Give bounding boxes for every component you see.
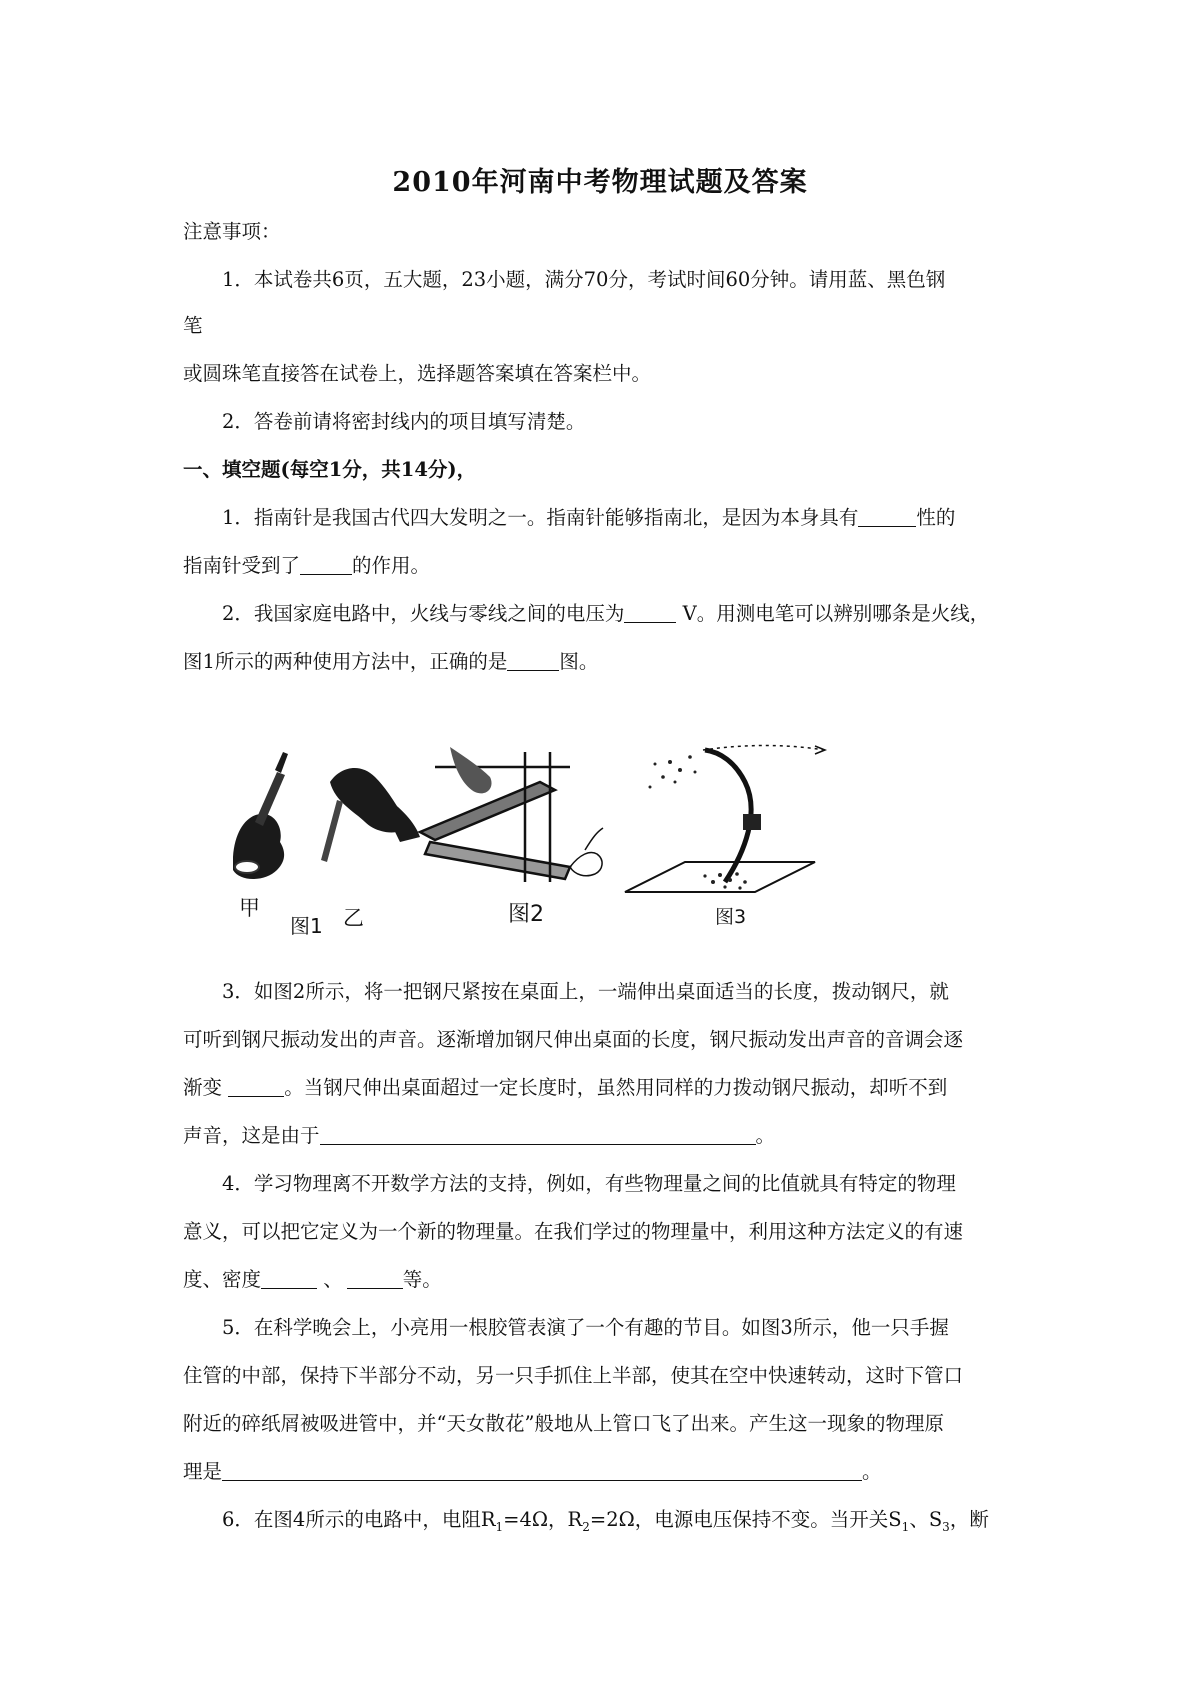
q2-text-c: 图1所示的两种使用方法中，正确的是: [183, 650, 508, 673]
q4-text-b: 、: [317, 1268, 343, 1291]
answer-blank: [261, 1271, 317, 1289]
q3-text-b: 。当钢尺伸出桌面超过一定长度时，虽然用同样的力拨动钢尺振动，却听不到: [284, 1076, 948, 1099]
q6-text-e: ，断: [949, 1508, 989, 1531]
answer-blank: [320, 1127, 756, 1145]
q6-sub-1: 1: [495, 1519, 504, 1534]
figures-illustration: [225, 742, 925, 932]
q3-text-c: 声音，这是由于: [183, 1124, 320, 1147]
question-3-line-3: [183, 1076, 1028, 1099]
q2-text-b: V。用测电笔可以辨别哪条是火线，: [676, 602, 990, 625]
page-title: 2010年河南中考物理试题及答案: [392, 167, 808, 198]
answer-blank: [222, 1463, 862, 1481]
question-5-line-4: [183, 1460, 1028, 1483]
figure-3-caption: 图3: [715, 906, 747, 928]
q2-text-d: 图。: [559, 650, 599, 673]
question-4-line-2: 意义，可以把它定义为一个新的物理量。在我们学过的物理量中，利用这种方法定义的有速: [183, 1220, 964, 1243]
notice-2: 2．答卷前请将密封线内的项目填写清楚。: [222, 410, 586, 433]
answer-blank: [858, 509, 916, 527]
q4-text-a: 度、密度: [183, 1268, 262, 1291]
q6-sub-2: 2: [582, 1519, 590, 1534]
figure-1-caption: 图1: [290, 914, 323, 938]
question-2-line-1: [222, 602, 1028, 625]
q2-text-a: 2．我国家庭电路中，火线与零线之间的电压为: [222, 602, 625, 625]
question-6-line-1: [222, 1508, 1028, 1534]
q6-text-d: 、S: [909, 1508, 943, 1531]
q6-text-a: 6．在图4所示的电路中，电阻R: [222, 1508, 496, 1531]
q4-text-c: 等。: [402, 1268, 442, 1291]
figure-1-label-yi: 乙: [343, 906, 364, 930]
notice-heading: 注意事项：: [183, 220, 281, 243]
question-3-line-1: 3．如图2所示，将一把钢尺紧按在桌面上，一端伸出桌面适当的长度，拨动钢尺，就: [222, 980, 949, 1003]
q1-text-d: 的作用。: [352, 554, 431, 577]
figure-3-tube-paper: [625, 746, 825, 893]
question-4-line-3: [183, 1268, 1028, 1291]
q1-text-a: 1．指南针是我国古代四大发明之一。指南针能够指南北，是因为本身具有: [222, 506, 859, 529]
q3-text-a: 渐变: [183, 1076, 229, 1099]
q5-text-a: 理是: [183, 1460, 223, 1483]
q3-text-d: 。: [755, 1124, 776, 1147]
question-5-line-2: 住管的中部，保持下半部分不动，另一只手抓住上半部，使其在空中快速转动，这时下管口: [183, 1364, 964, 1387]
question-5-line-3: 附近的碎纸屑被吸进管中，并“天女散花”般地从上管口飞了出来。产生这一现象的物理原: [183, 1412, 944, 1435]
answer-blank: [228, 1079, 284, 1097]
notice-1-line-1: 1．本试卷共6页，五大题，23小题，满分70分，考试时间60分钟。请用蓝、黑色钢: [222, 268, 946, 291]
figure-2-ruler-desk: [420, 747, 603, 882]
figure-1-hand-b: [321, 768, 420, 862]
question-4-line-1: 4．学习物理离不开数学方法的支持，例如，有些物理量之间的比值就具有特定的物理: [222, 1172, 956, 1195]
figures-row: [225, 742, 925, 938]
q6-text-c: =2Ω，电源电压保持不变。当开关S: [589, 1508, 902, 1531]
q6-sub-3: 1: [901, 1519, 910, 1534]
figure-1-hand-a: [233, 752, 288, 879]
answer-blank: [347, 1271, 403, 1289]
figure-2-caption: 图2: [508, 902, 544, 927]
q1-text-c: 指南针受到了: [183, 554, 301, 577]
answer-blank: [624, 605, 676, 623]
notice-1-line-2: 笔: [183, 314, 203, 337]
q5-text-b: 。: [862, 1460, 882, 1483]
question-3-line-2: 可听到钢尺振动发出的声音。逐渐增加钢尺伸出桌面的长度，钢尺振动发出声音的音调会逐: [183, 1028, 964, 1051]
q1-text-b: 性的: [916, 506, 956, 529]
figure-1-label-jia: 甲: [239, 896, 260, 920]
section-heading-fill-blank: 一、填空题(每空1分，共14分)，: [183, 458, 477, 481]
q6-text-b: =4Ω，R: [503, 1508, 583, 1531]
answer-blank: [507, 653, 559, 671]
question-1-line-1: [222, 506, 1028, 529]
question-2-line-2: [183, 650, 1028, 673]
q6-sub-4: 3: [942, 1519, 950, 1534]
question-3-line-4: [183, 1124, 1028, 1147]
question-5-line-1: 5．在科学晚会上，小亮用一根胶管表演了一个有趣的节目。如图3所示，他一只手握: [222, 1316, 949, 1339]
question-1-line-2: [183, 554, 1028, 577]
notice-1-line-3: 或圆珠笔直接答在试卷上，选择题答案填在答案栏中。: [183, 362, 652, 385]
answer-blank: [300, 557, 352, 575]
